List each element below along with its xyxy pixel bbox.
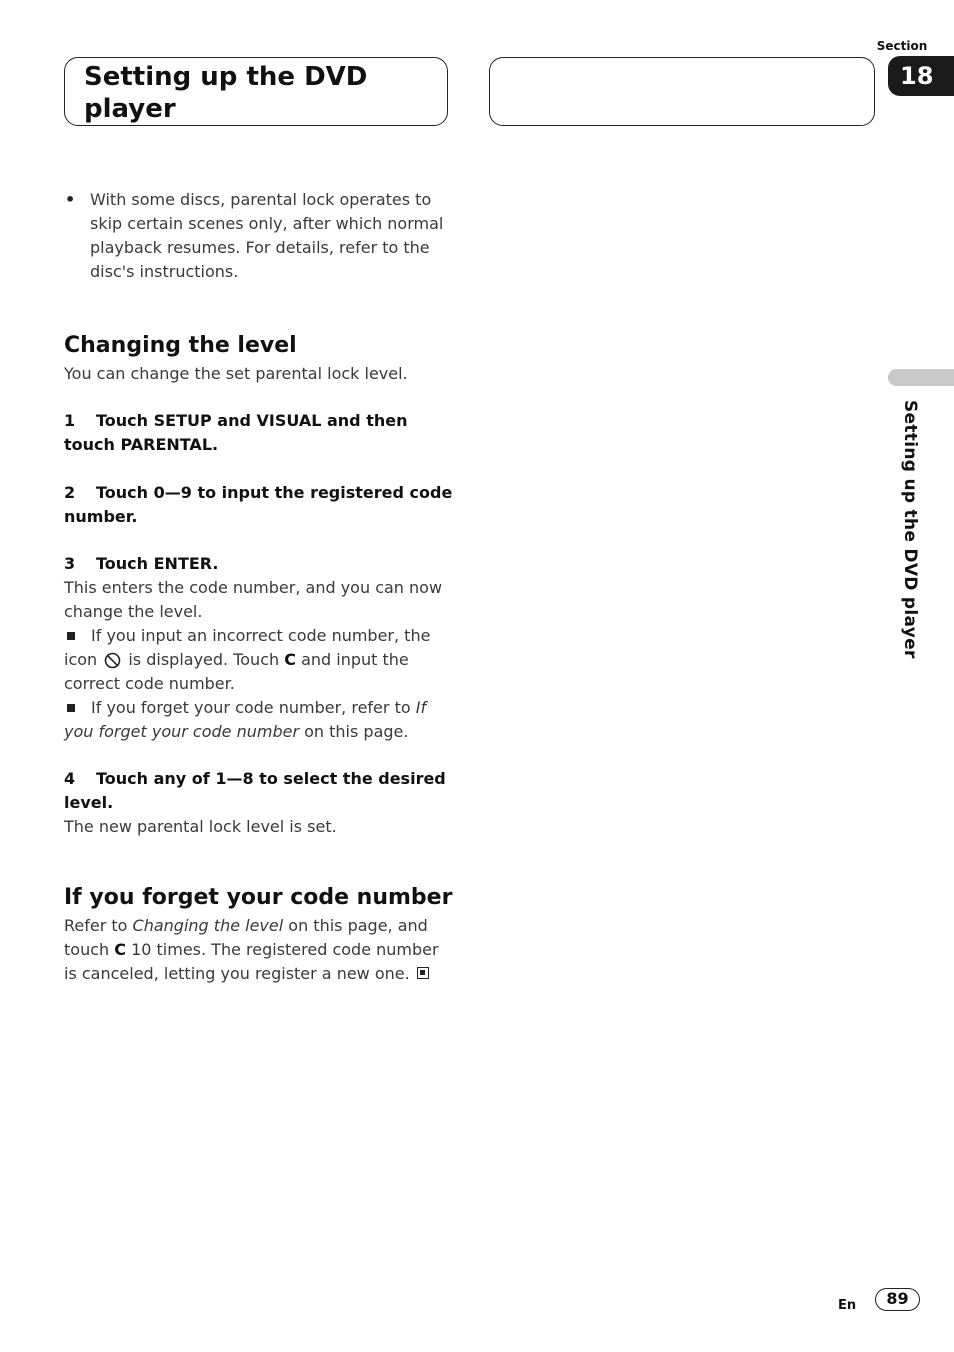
bullet-dot: • (65, 190, 76, 209)
side-chapter-label: Setting up the DVD player (900, 400, 920, 659)
forget-text: on this page, and touch (64, 916, 428, 959)
forget-code-heading: If you forget your code number (64, 885, 453, 910)
key-c: C (114, 940, 126, 959)
key-c: C (284, 650, 296, 669)
step-4-description: The new parental lock level is set. (64, 817, 337, 836)
step-number: 4 (64, 769, 76, 788)
main-column (64, 188, 454, 986)
step-3-description: This enters the code number, and you can now change the level. (64, 578, 443, 621)
note-text: and input the correct code number. (64, 650, 409, 693)
intro-bullet (64, 188, 454, 284)
step-2 (64, 481, 454, 529)
note-text: If you forget your code number, refer to (91, 698, 411, 717)
header-blank-box (489, 57, 875, 126)
cross-reference: If you forget your code number (64, 698, 427, 741)
step-number: 3 (64, 554, 76, 573)
forget-text: 10 times. The registered code number is canceled, letting you register a new one. (64, 940, 439, 983)
page-title: Setting up the DVD player (84, 62, 368, 124)
step-4 (64, 767, 454, 815)
note-forget-code (64, 696, 454, 744)
changing-level-heading: Changing the level (64, 333, 297, 358)
step-1 (64, 409, 454, 457)
section-label: Section (876, 39, 928, 53)
step-3 (64, 552, 454, 576)
intro-bullet-text: With some discs, parental lock operates to skip certain scenes only, after which normal playback resumes. For details, refer to the disc's instructions. (90, 190, 444, 281)
forget-code-text (64, 914, 454, 986)
step-text: Touch 0—9 to input the registered code number. (64, 483, 453, 526)
step-text: Touch ENTER. (96, 554, 219, 573)
section-number-tab: 18 (888, 56, 954, 96)
step-text: Touch SETUP and VISUAL and then touch PARENTAL. (64, 411, 408, 454)
note-text: If you input an incorrect code number, the icon (64, 626, 431, 669)
forget-text: Refer to (64, 916, 128, 935)
title-box (64, 57, 448, 126)
language-label: En (838, 1298, 857, 1313)
note-square-icon (67, 632, 75, 640)
end-mark-icon (417, 967, 429, 979)
page-number: 89 (875, 1288, 920, 1311)
step-text: Touch any of 1—8 to select the desired level. (64, 769, 446, 812)
step-number: 2 (64, 483, 76, 502)
note-text: on this page. (304, 722, 409, 741)
note-square-icon (67, 704, 75, 712)
side-index-tab (888, 369, 954, 386)
changing-level-intro: You can change the set parental lock level. (64, 364, 408, 383)
prohibited-icon (104, 652, 121, 669)
note-text: is displayed. Touch (128, 650, 280, 669)
note-incorrect-code (64, 624, 454, 696)
cross-reference: Changing the level (132, 916, 284, 935)
step-number: 1 (64, 411, 76, 430)
